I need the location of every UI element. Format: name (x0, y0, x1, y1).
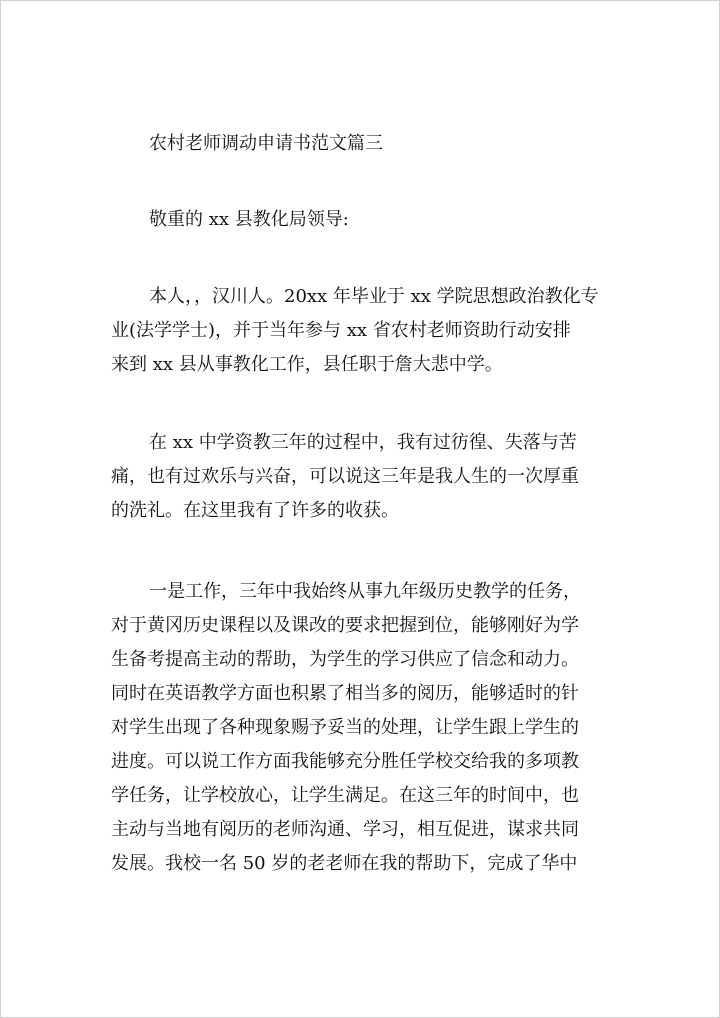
paragraph-line: 的洗礼。在这里我有了许多的收获。 (111, 500, 399, 521)
paragraph-line: 对学生出现了各种现象赐予妥当的处理，让学生跟上学生的 (111, 717, 579, 738)
document-title: 农村老师调动申请书范文篇三 (149, 133, 383, 154)
paragraph-line: 进度。可以说工作方面我能够充分胜任学校交给我的多项教 (111, 751, 579, 772)
paragraph-line: 业(法学学士)，并于当年参与 xx 省农村老师资助行动安排 (111, 320, 571, 341)
paragraph-line: 本人，，汉川人。20xx 年毕业于 xx 学院思想政治教化专 (149, 286, 599, 307)
paragraph-2 (111, 426, 631, 528)
paragraph-line: 学任务，让学校放心，让学生满足。在这三年的时间中，也 (111, 785, 579, 806)
paragraph-line: 痛，也有过欢乐与兴奋，可以说这三年是我人生的一次厚重 (111, 466, 579, 487)
salutation: 敬重的 xx 县教化局领导: (149, 209, 349, 230)
paragraph-line: 主动与当地有阅历的老师沟通、学习，相互促进，谋求共同 (111, 819, 579, 840)
paragraph-line: 生备考提高主动的帮助，为学生的学习供应了信念和动力。 (111, 649, 579, 670)
paragraph-line: 在 xx 中学资教三年的过程中，我有过彷徨、失落与苦 (149, 432, 577, 453)
paragraph-line: 对于黄冈历史课程以及课改的要求把握到位，能够刚好为学 (111, 615, 579, 636)
paragraph-line: 发展。我校一名 50 岁的老老师在我的帮助下，完成了华中 (111, 853, 578, 874)
paragraph-line: 来到 xx 县从事教化工作，县任职于詹大悲中学。 (111, 354, 503, 375)
paragraph-line: 同时在英语教学方面也积累了相当多的阅历，能够适时的针 (111, 683, 579, 704)
paragraph-1 (111, 280, 631, 382)
paragraph-line: 一是工作，三年中我始终从事九年级历史教学的任务， (149, 581, 581, 602)
paragraph-3 (111, 575, 631, 881)
